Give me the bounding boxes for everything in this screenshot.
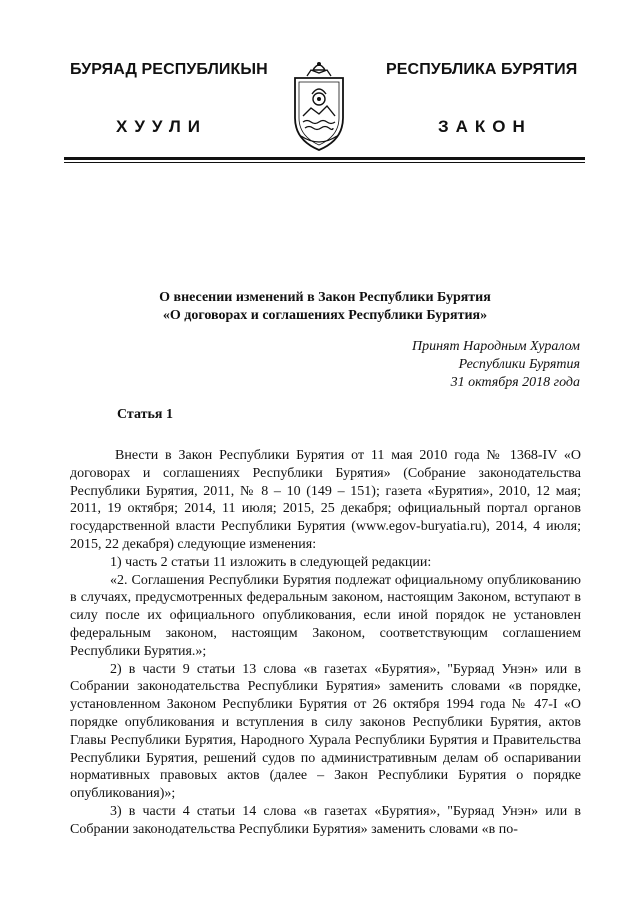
coat-of-arms-icon <box>289 56 349 156</box>
law-title <box>60 289 590 325</box>
header-divider-thick <box>64 157 585 160</box>
paragraph: «2. Соглашения Республики Бурятия подлежат официальному опубликованию в случаях, предусмотренных федеральным законом, настоящим Законом, вступают в силу после их официального опубликования, если иной порядок не установлен федеральным законом, настоящим Законом, соответствующим соглашением Республики Бурятия.»; <box>70 572 581 659</box>
adoption-note-line-2: Республики Бурятия <box>458 357 580 372</box>
law-title-line-1: О внесении изменений в Закон Республики Бурятия <box>159 290 491 305</box>
paragraph: 3) в части 4 статьи 14 слова «в газетах «Бурятия», "Буряад Унэн» или в Собрании законодательства Республики Бурятия» заменить словами «в по- <box>70 803 581 837</box>
header-divider-thin <box>64 162 585 163</box>
adoption-note-line-1: Принят Народным Хуралом <box>411 339 580 354</box>
article-body <box>70 447 581 839</box>
header-right-title: РЕСПУБЛИКА БУРЯТИЯ <box>386 61 578 78</box>
law-title-line-2: «О договорах и соглашениях Республики Бурятия» <box>162 308 488 323</box>
adoption-note <box>330 338 580 392</box>
adoption-note-line-3: 31 октября 2018 года <box>450 375 580 390</box>
paragraph: 1) часть 2 статьи 11 изложить в следующей редакции: <box>110 554 432 570</box>
header-left-title: БУРЯАД РЕСПУБЛИКЫН <box>70 61 268 78</box>
paragraph: 2) в части 9 статьи 13 слова «в газетах «Бурятия», "Буряад Унэн» или в Собрании законодательства Республики Бурятия» заменить словами «в порядке, установленном Законом Республики Бурятия от 26 октября 1994 года № 47-I «О порядке опубликования и вступления в силу законов Республики Бурятия, актов Главы Республики Бурятия, Народного Хурала Республики Бурятия и Правительства Республики Бурятия, решений судов по административным делам об оспаривании нормативных правовых актов (далее – Закон Республики Бурятия о порядке опубликования)»; <box>70 661 581 802</box>
header-right-subtitle: ЗАКОН <box>438 117 532 136</box>
header-left-subtitle: ХУУЛИ <box>116 117 207 136</box>
article-heading: Статья 1 <box>117 407 173 422</box>
paragraph: Внести в Закон Республики Бурятия от 11 мая 2010 года № 1368-IV «О договорах и соглашениях Республики Бурятия» (Собрание законодательства Республики Бурятия, 2011, № 8 – 10 (149 – 151); газета «Бурятия», 2010, 12 мая; 2011, 19 октября; 2014, 11 июля; 2015, 25 декабря; официальный портал органов государственной власти Республики Бурятия (www.egov-buryatia.ru), 2014, 4 июля; 2015, 22 декабря) следующие изменения: <box>70 448 581 552</box>
